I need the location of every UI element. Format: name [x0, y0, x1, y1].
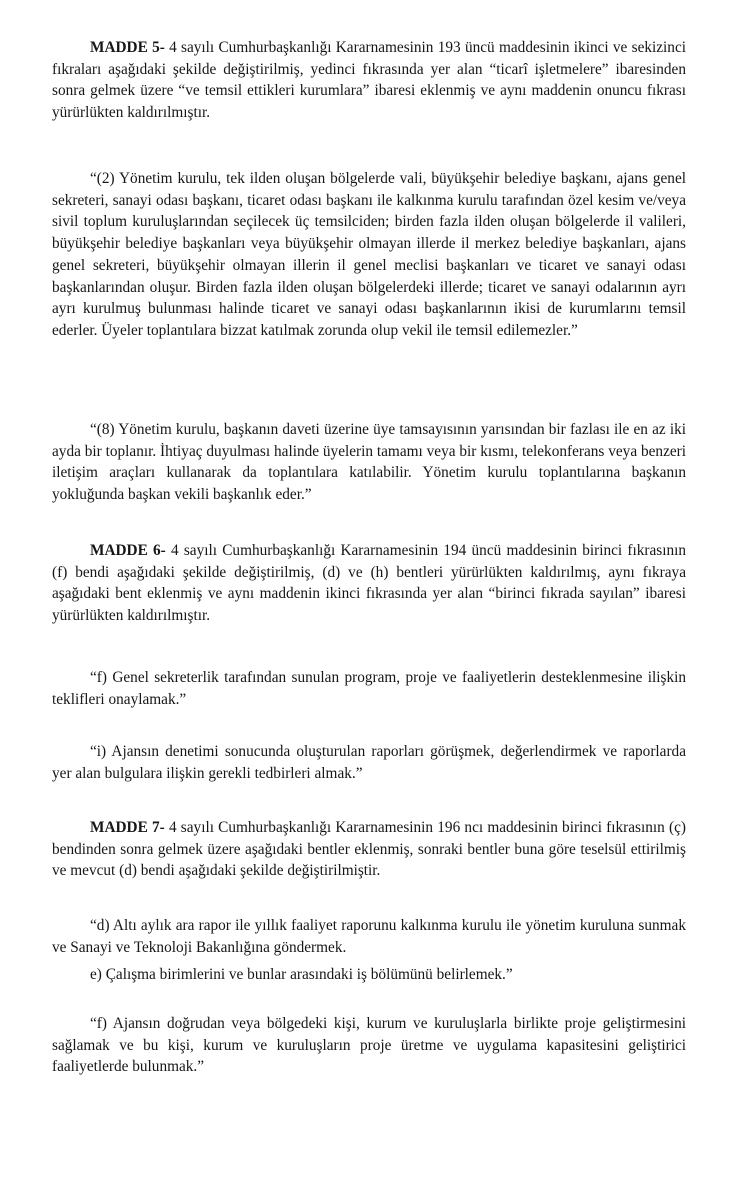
madde-5-quote-2: “(2) Yönetim kurulu, tek ilden oluşan bölgelerde vali, büyükşehir belediye başkanı, ajans genel sekreteri, sanayi odası başkanı, ticaret odası başkanı ile kalkınma kurulu tarafından özel kesim ve/veya sivil toplum kuruluşlarından seçilecek üç temsilciden; birden fazla ilden oluşan bölgelerde il valileri, büyükşehir belediye başkanları veya büyükşehir olmayan illerde il merkez belediye başkanları, ajans genel sekreteri, büyükşehir olmayan illerin il genel meclisi başkanları ve ticaret ve sanayi odası başkanlarından oluşur. Birden fazla ilden oluşan bölgelerdeki illerde; ticaret ve sanayi odalarının ayrı ayrı kurulmuş bulunması halinde ticaret ve sanayi odası başkanlarının ikisi de kurumlarını temsil ederler. Üyeler toplantılara bizzat katılmak zorunda olup vekil ile temsil edilemezler.”: [52, 170, 686, 339]
madde-6-quote-i: “i) Ajansın denetimi sonucunda oluşturulan raporları görüşmek, değerlendirmek ve raporlarda yer alan bulgulara ilişkin gerekli tedbirleri almak.”: [52, 743, 686, 782]
madde-5-label: MADDE 5-: [90, 39, 165, 56]
madde-5-paragraph: [52, 37, 686, 124]
madde-7-quote-f: “f) Ajansın doğrudan veya bölgedeki kişi, kurum ve kuruluşlarla birlikte proje geliştirmesini sağlamak ve bu kişi, kurum ve kuruluşların proje üretme ve uygulama kapasitesini geliştirici faaliyetlerde bulunmak.”: [52, 1015, 686, 1076]
madde-6-label: MADDE 6-: [90, 542, 166, 559]
madde-5-quote-8: “(8) Yönetim kurulu, başkanın daveti üzerine üye tamsayısının yarısından bir fazlası ile en az iki ayda bir toplanır. İhtiyaç duyulması halinde üyelerin tamamı veya bir kısmı, telekonferans veya benzeri iletişim araçları kullanarak da toplantılara katılabilir. Yönetim kurulu toplantılarına başkanın yokluğunda başkan vekili başkanlık eder.”: [52, 421, 686, 504]
madde-7-label: MADDE 7-: [90, 819, 165, 836]
madde-7-text: 4 sayılı Cumhurbaşkanlığı Kararnamesinin 196 ncı maddesinin birinci fıkrasının (ç) bendinden sonra gelmek üzere aşağıdaki bentler eklenmiş, sonraki bentler buna göre teselsül ettirilmiş ve mevcut (d) bendi aşağıdaki şekilde değiştirilmiştir.: [52, 819, 686, 880]
madde-6-text: 4 sayılı Cumhurbaşkanlığı Kararnamesinin 194 üncü maddesinin birinci fıkrasının (f) bendi aşağıdaki şekilde değiştirilmiş, (d) ve (h) bentleri yürürlükten kaldırılmış, aynı fıkraya aşağıdaki bent eklenmiş ve aynı maddenin ikinci fıkrasında yer alan “birinci fıkrada sayılan” ibaresi yürürlükten kaldırılmıştır.: [52, 542, 686, 625]
madde-6-paragraph: [52, 540, 686, 627]
madde-7-quote-e: e) Çalışma birimlerini ve bunlar arasındaki iş bölümünü belirlemek.”: [90, 966, 513, 983]
madde-5-text: 4 sayılı Cumhurbaşkanlığı Kararnamesinin 193 üncü maddesinin ikinci ve sekizinci fıkraları aşağıdaki şekilde değiştirilmiş, yedinci fıkrasında yer alan “ticarî işletmelere” ibaresinden sonra gelmek üzere “ve temsil ettikleri kurumlara” ibaresi eklenmiş ve aynı maddenin onuncu fıkrası yürürlükten kaldırılmıştır.: [52, 39, 686, 122]
madde-7-paragraph: [52, 817, 686, 882]
madde-7-quote-d: “d) Altı aylık ara rapor ile yıllık faaliyet raporunu kalkınma kurulu ile yönetim kuruluna sunmak ve Sanayi ve Teknoloji Bakanlığına göndermek.: [52, 917, 686, 956]
madde-6-quote-f: “f) Genel sekreterlik tarafından sunulan program, proje ve faaliyetlerin desteklenmesine ilişkin teklifleri onaylamak.”: [52, 669, 686, 708]
